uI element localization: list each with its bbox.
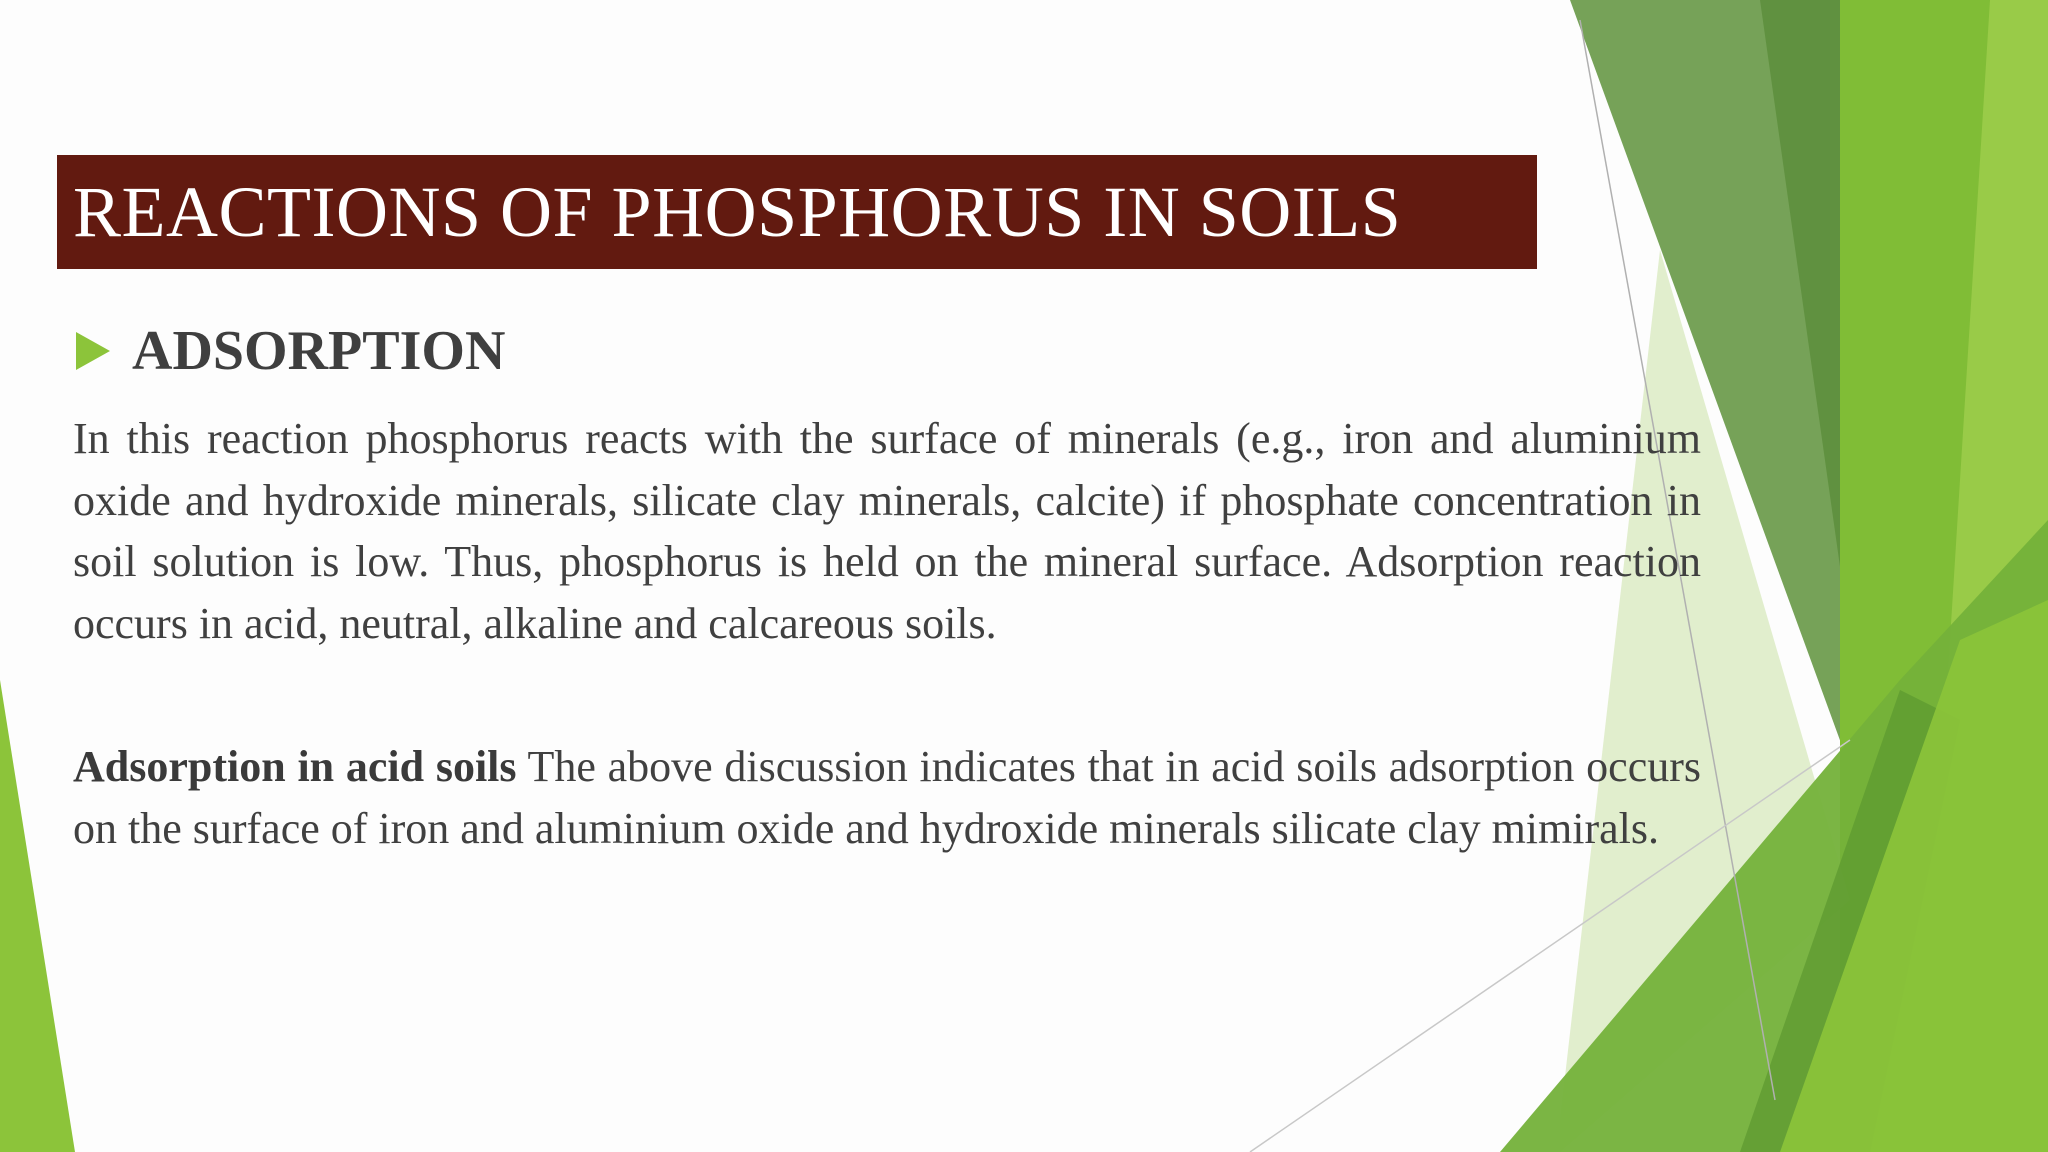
slide-title: REACTIONS OF PHOSPHORUS IN SOILS — [73, 172, 1402, 252]
paragraph-acid-soils — [73, 736, 1701, 859]
triangle-bullet-icon — [76, 332, 110, 370]
bullet-heading: ADSORPTION — [132, 320, 506, 382]
paragraph-body: The above discussion indicates that in acid soils adsorption occurs on the surface of iron and aluminium oxide and hydroxide minerals silicate clay mimirals. — [73, 742, 1701, 853]
paragraph-adsorption: In this reaction phosphorus reacts with the surface of minerals (e.g., iron and aluminium oxide and hydroxide minerals, silicate clay minerals, calcite) if phosphate concentration in soil solution is low. Thus, phosphorus is held on the mineral surface. Adsorption reaction occurs in acid, neutral, alkaline and calcareous soils. — [73, 414, 1701, 648]
title-bar — [57, 155, 1537, 269]
bullet-heading-row — [76, 318, 505, 384]
paragraph-lead-bold: Adsorption in acid soils — [73, 742, 517, 791]
left-green-sliver — [0, 680, 75, 1152]
